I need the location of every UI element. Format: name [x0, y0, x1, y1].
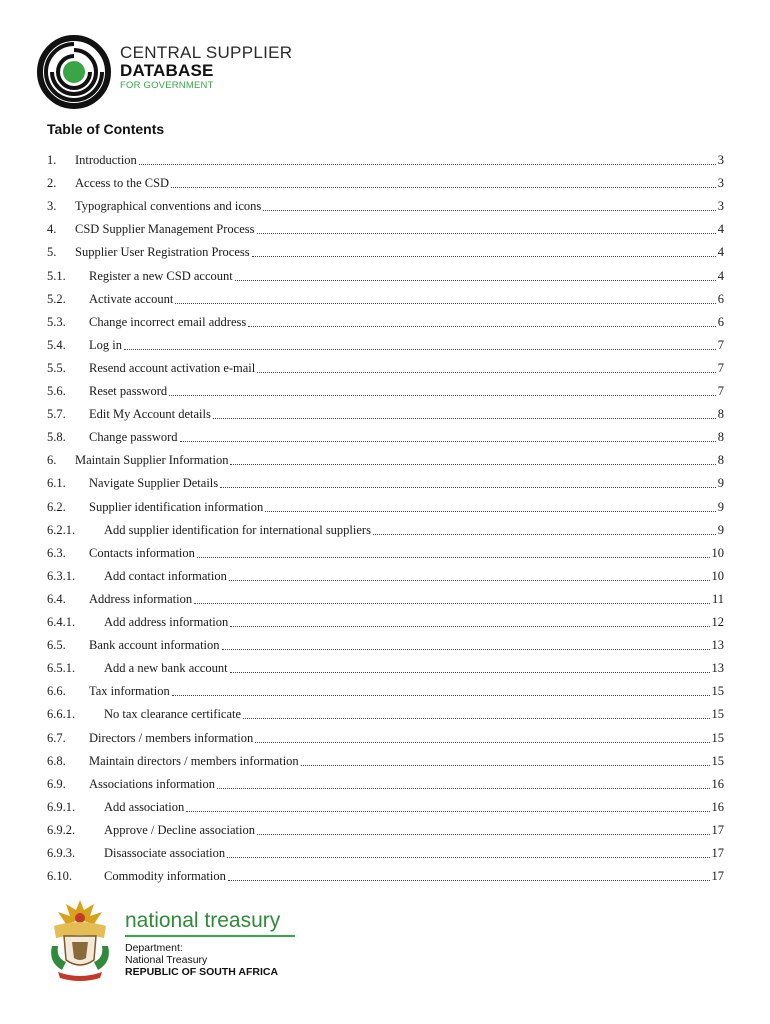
toc-leader-dots: [252, 255, 716, 257]
toc-entry[interactable]: [47, 427, 724, 447]
department-label: Department:: [125, 942, 183, 954]
toc-entry-page: 4: [717, 245, 724, 260]
toc-entry-page: 13: [711, 661, 724, 676]
toc-entry-label: Navigate Supplier Details: [89, 476, 219, 491]
toc-entry[interactable]: [47, 196, 724, 216]
toc-leader-dots: [180, 440, 716, 442]
toc-leader-dots: [301, 764, 710, 766]
toc-entry-page: 15: [711, 753, 724, 768]
toc-leader-dots: [228, 879, 710, 881]
toc-entry[interactable]: [47, 266, 724, 286]
toc-entry-number: 6.7.: [47, 730, 66, 745]
toc-entry-page: 15: [711, 707, 724, 722]
toc-entry[interactable]: [47, 358, 724, 378]
brand-name: national treasury: [125, 910, 295, 937]
toc-entry-page: 7: [717, 360, 724, 375]
toc-leader-dots: [139, 163, 716, 165]
toc-entry-label: Bank account information: [89, 638, 220, 653]
toc-entry-number: 5.5.: [47, 360, 66, 375]
toc-entry-number: 6.3.: [47, 545, 66, 560]
toc-entry-page: 8: [717, 430, 724, 445]
toc-entry[interactable]: [47, 520, 724, 540]
toc-entry-label: Tax information: [89, 684, 170, 699]
toc-leader-dots: [255, 741, 709, 743]
toc-entry-label: Approve / Decline association: [104, 822, 255, 837]
toc-entry-label: Maintain directors / members information: [89, 753, 299, 768]
toc-entry-label: Add a new bank account: [104, 661, 228, 676]
toc-entry-page: 11: [711, 591, 724, 606]
toc-entry-page: 15: [711, 730, 724, 745]
toc-entry-page: 10: [711, 568, 724, 583]
toc-entry[interactable]: [47, 635, 724, 655]
toc-leader-dots: [197, 556, 710, 558]
toc-leader-dots: [194, 602, 710, 604]
toc-entry-label: Address information: [89, 591, 193, 606]
toc-entry[interactable]: [47, 612, 724, 632]
toc-entry-page: 17: [711, 846, 724, 860]
toc-entry-label: Change incorrect email address: [89, 314, 247, 329]
toc-entry-number: 5.7.: [47, 407, 66, 422]
toc-entry-page: 4: [717, 222, 724, 237]
toc-entry-number: 6.8.: [47, 753, 66, 768]
toc-entry-number: 1.: [47, 153, 57, 167]
toc-entry-number: 6.9.: [47, 776, 66, 791]
toc-entry-number: 5.3.: [47, 314, 66, 329]
toc-entry-label: Log in: [89, 337, 122, 352]
toc-entry-page: 8: [717, 407, 724, 422]
toc-entry-label: Resend account activation e-mail: [89, 360, 256, 375]
toc-entry-label: Maintain Supplier Information: [75, 453, 229, 468]
toc-entry-label: Disassociate association: [104, 846, 226, 860]
toc-entry-number: 6.5.1.: [47, 661, 76, 676]
toc-entry-page: 15: [711, 684, 724, 699]
toc-entry[interactable]: [47, 219, 724, 239]
toc-leader-dots: [124, 348, 716, 350]
toc-entry[interactable]: [47, 843, 724, 863]
toc-leader-dots: [229, 579, 710, 581]
toc-entry[interactable]: [47, 704, 724, 724]
logo-line-2: DATABASE: [120, 61, 214, 80]
toc-leader-dots: [235, 279, 716, 281]
toc-entry-number: 6.4.: [47, 591, 66, 606]
toc-entry-label: Typographical conventions and icons: [75, 199, 262, 214]
toc-entry-label: Add supplier identification for international suppliers: [104, 522, 371, 537]
toc-title: Table of Contents: [47, 121, 165, 137]
toc-entry-number: 5.: [47, 245, 57, 260]
toc-entry-label: No tax clearance certificate: [104, 707, 242, 722]
toc-leader-dots: [227, 856, 709, 858]
toc-entry[interactable]: [47, 658, 724, 678]
toc-leader-dots: [243, 717, 709, 719]
toc-entry-number: 6.3.1.: [47, 568, 76, 583]
toc-entry-label: Commodity information: [104, 869, 226, 884]
csd-logo-icon: [36, 34, 112, 110]
toc-entry-label: Introduction: [75, 153, 137, 167]
toc-entry-page: 3: [717, 153, 724, 167]
toc-entry-label: Edit My Account details: [89, 407, 211, 422]
toc-entry[interactable]: [47, 312, 724, 332]
toc-entry-page: 7: [717, 337, 724, 352]
toc-leader-dots: [169, 394, 716, 396]
csd-logo: [36, 34, 296, 108]
toc-entry[interactable]: [47, 497, 724, 517]
toc-entry[interactable]: [47, 751, 724, 771]
toc-entry[interactable]: [47, 450, 724, 470]
toc-entry-number: 4.: [47, 222, 57, 237]
toc-entry[interactable]: [47, 566, 724, 586]
toc-leader-dots: [257, 371, 715, 373]
toc-entry[interactable]: [47, 335, 724, 355]
toc-entry-label: Supplier identification information: [89, 499, 264, 514]
toc-leader-dots: [230, 463, 715, 465]
toc-entry[interactable]: [47, 797, 724, 817]
toc-leader-dots: [217, 787, 709, 789]
coat-of-arms-icon: [44, 896, 116, 982]
toc-entry-page: 6: [717, 291, 724, 306]
toc-entry[interactable]: [47, 289, 724, 309]
toc-entry[interactable]: [47, 866, 724, 886]
toc-entry[interactable]: [47, 173, 724, 193]
toc-entry-label: Add address information: [104, 615, 229, 629]
toc-entry[interactable]: [47, 381, 724, 401]
toc-entry-label: Associations information: [89, 776, 216, 791]
toc-entry-number: 6.2.1.: [47, 522, 76, 537]
toc-entry-page: 4: [717, 268, 724, 283]
toc-entry-label: Reset password: [89, 384, 168, 398]
toc-entry-page: 9: [717, 476, 724, 491]
toc-entry-number: 5.6.: [47, 384, 66, 398]
toc-entry-page: 8: [717, 453, 724, 468]
toc-leader-dots: [230, 671, 710, 673]
toc-leader-dots: [248, 325, 716, 327]
toc-entry-number: 6.6.: [47, 684, 66, 699]
logo-line-1: CENTRAL SUPPLIER: [120, 43, 293, 62]
toc-entry-page: 16: [711, 799, 724, 814]
toc-entry-page: 9: [717, 522, 724, 537]
toc-entry-label: CSD Supplier Management Process: [75, 222, 255, 237]
toc-entry-number: 2.: [47, 176, 57, 191]
toc-entry[interactable]: [47, 820, 724, 840]
toc-entry[interactable]: [47, 681, 724, 701]
country-name: REPUBLIC OF SOUTH AFRICA: [125, 966, 279, 978]
toc-entry-label: Add association: [104, 799, 185, 814]
toc-entry-page: 16: [711, 776, 724, 791]
toc-leader-dots: [175, 302, 715, 304]
toc-entry-page: 7: [717, 384, 724, 398]
toc-entry-number: 6.6.1.: [47, 707, 76, 722]
toc-entry-label: Supplier User Registration Process: [75, 245, 250, 260]
toc-entry-page: 3: [717, 176, 724, 191]
toc-entry-label: Add contact information: [104, 568, 227, 583]
toc-entry-page: 12: [711, 615, 724, 629]
toc-entry-page: 3: [717, 199, 724, 214]
toc-leader-dots: [263, 209, 716, 211]
toc-entry[interactable]: [47, 404, 724, 424]
toc-leader-dots: [172, 694, 710, 696]
department-name: National Treasury: [125, 954, 208, 966]
toc-entry-page: 9: [717, 499, 724, 514]
toc-entry[interactable]: [47, 242, 724, 262]
toc-entry-number: 6.: [47, 453, 57, 468]
toc-entry-number: 6.5.: [47, 638, 66, 653]
toc-entry-number: 6.4.1.: [47, 615, 76, 629]
toc-leader-dots: [230, 625, 709, 627]
toc-leader-dots: [265, 510, 715, 512]
toc-entry-label: Directors / members information: [89, 730, 254, 745]
toc-entry-number: 6.9.2.: [47, 822, 76, 837]
toc-leader-dots: [222, 648, 710, 650]
toc-entry[interactable]: [47, 473, 724, 493]
toc-entry[interactable]: [47, 774, 724, 794]
toc-entry-label: Activate account: [89, 291, 174, 306]
toc-entry-number: 5.4.: [47, 337, 66, 352]
toc-leader-dots: [257, 232, 716, 234]
logo-line-3: FOR GOVERNMENT: [120, 80, 214, 91]
toc-leader-dots: [186, 810, 709, 812]
toc-entry-number: 6.2.: [47, 499, 66, 514]
toc-entry-page: 6: [717, 314, 724, 329]
toc-entry-number: 5.1.: [47, 268, 66, 283]
toc-entry-page: 17: [711, 822, 724, 837]
toc-entry-number: 5.2.: [47, 291, 66, 306]
toc-entry-number: 3.: [47, 199, 57, 214]
toc-leader-dots: [220, 486, 716, 488]
toc-entry-label: Change password: [89, 430, 178, 445]
toc-entry-number: 6.9.1.: [47, 799, 76, 814]
toc-entry-page: 10: [711, 545, 724, 560]
toc-entry[interactable]: [47, 728, 724, 748]
toc-entry-label: Access to the CSD: [75, 176, 170, 191]
toc-entry-number: 5.8.: [47, 430, 66, 445]
toc-entry[interactable]: [47, 589, 724, 609]
toc-entry[interactable]: [47, 150, 724, 170]
toc-entry-label: Contacts information: [89, 545, 195, 560]
national-treasury-logo: [44, 896, 304, 986]
toc-entry-number: 6.1.: [47, 476, 66, 491]
toc-entry-label: Register a new CSD account: [89, 268, 233, 283]
toc-entry[interactable]: [47, 543, 724, 563]
toc-leader-dots: [213, 417, 716, 419]
toc-entry-page: 13: [711, 638, 724, 653]
toc-entry-number: 6.9.3.: [47, 846, 76, 860]
toc-leader-dots: [171, 186, 716, 188]
toc-entry-page: 17: [711, 869, 724, 884]
toc-entry-number: 6.10.: [47, 869, 72, 884]
toc-leader-dots: [373, 533, 716, 535]
toc-leader-dots: [257, 833, 710, 835]
